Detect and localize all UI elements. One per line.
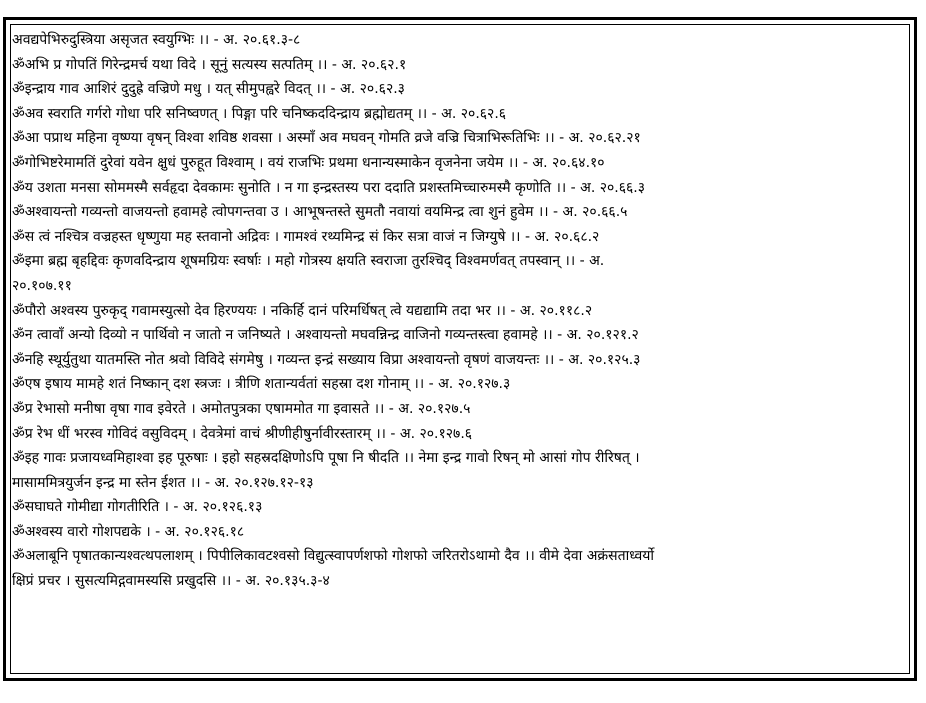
verse-line: ॐस त्वं नश्चित्र वज्रहस्त धृष्णुया मह स्तवानो अद्रिवः । गामश्वं रथ्यमिन्द्र सं किर सत्रा वाजं न जिग्युषे ।। - अ. २०.६८.२ [12,228,600,245]
verse-line: ॐइमा ब्रह्म बृहद्दिवः कृणवदिन्द्राय शूषमग्रियः स्वर्षाः । महो गोत्रस्य क्षयति स्वराजा तुरश्चिद् विश्वमर्णवत् तपस्वान् ।। - अ. [12,253,605,270]
verse-line: ॐइह गावः प्रजायध्वमिहाश्वा इह पूरुषाः । इहो सहस्रदक्षिणोऽपि पूषा नि षीदति ।। नेमा इन्द्र गावो रिषन् मो आसां गोप रीरिषत् । [12,450,640,467]
verse-line: ॐन त्वावाँ अन्यो दिव्यो न पार्थिवो न जातो न जनिष्यते । अश्वायन्तो मघवन्निन्द्र वाजिनो गव्यन्तस्त्वा हवामहे ।। - अ. २०.१२१.२ [12,327,639,344]
verse-line: ॐप्र रेभासो मनीषा वृषा गाव इवेरते । अमोतपुत्रका एषाममोत गा इवासते ।। - अ. २०.१२७.५ [12,400,471,417]
verse-line: ॐगोभिष्टरेमामतिं दुरेवां यवेन क्षुधं पुरुहूत विश्वाम् । वयं राजभिः प्रथमा धनान्यस्माकेन वृजनेना जयेम ।। - अ. २०.६४.१० [12,154,605,171]
verse-line: ॐनहि स्थूर्युतुथा यातमस्ति नोत श्रवो विविदे संगमेषु । गव्यन्त इन्द्रं सख्याय विप्रा अश्वायन्तो वृषणं वाजयन्तः ।। - अ. २०.१२५.३ [12,351,641,368]
verse-line: ॐआ पप्राथ महिना वृष्ण्या वृषन् विश्वा शविष्ठ शवसा । अस्माँ अव मघवन् गोमति व्रजे वज्रि चित्राभिरूतिभिः ।। - अ. २०.६२.२१ [12,130,641,147]
verse-line: मासाममित्रयुर्जन इन्द्र मा स्तेन ईशत ।। - अ. २०.१२७.१२-१३ [12,474,314,491]
verse-line: ॐसघाघते गोमीद्या गोगतीरिति । - अ. २०.१२६.१३ [12,499,263,516]
verse-line: ॐअश्वायन्तो गव्यन्तो वाजयन्तो हवामहे त्वोपगन्तवा उ । आभूषन्तस्ते सुमतौ नवायां वयमिन्द्र त्वा शुनं हुवेम ।। - अ. २०.६६.५ [12,204,628,221]
verse-list [12,28,908,594]
verse-line: ॐअभि प्र गोपतिं गिरेन्द्रमर्च यथा विदे । सूनुं सत्यस्य सत्पतिम् ।। - अ. २०.६२.१ [12,56,407,73]
verse-line: क्षिप्रं प्रचर । सुसत्यमिद्गवामस्यसि प्रखुदसि ।। - अ. २०.१३५.३-४ [12,573,330,590]
verse-line: ॐइन्द्राय गाव आशिरं दुदुह्रे वज्रिणे मधु । यत् सीमुपह्वरे विदत् ।। - अ. २०.६२.३ [12,81,405,98]
verse-line: अवद्यपेभिरुदुस्त्रिया असृजत स्वयुग्भिः ।। - अ. २०.६१.३-८ [12,32,301,48]
verse-line: ॐअश्वस्य वारो गोशपद्यके । - अ. २०.१२६.१८ [12,523,245,540]
verse-line: ॐय उशता मनसा सोममस्मै सर्वहृदा देवकामः सुनोति । न गा इन्द्रस्तस्य परा ददाति प्रशस्तमिच्चारुमस्मै कृणोति ।। - अ. २०.६६.३ [12,179,646,196]
verse-line: ॐएष इषाय मामहे शतं निष्कान् दश स्त्रजः । त्रीणि शतान्यर्वतां सहस्रा दश गोनाम् ।। - अ. २०.१२७.३ [12,376,511,393]
verse-line: ॐअव स्वराति गर्गरो गोधा परि सनिष्वणत् । पिङ्गा परि चनिष्कददिन्द्राय ब्रह्मोद्यतम् ।। - अ. २०.६२.६ [12,105,507,122]
verse-line: २०.१०७.११ [12,277,72,294]
verse-line: ॐपौरो अश्वस्य पुरुकृद् गवामस्युत्सो देव हिरण्ययः । नकिर्हि दानं परिमर्धिषत् त्वे यद्यद्यामि तदा भर ।। - अ. २०.११८.२ [12,302,593,319]
verse-line: ॐअलाबूनि पृषातकान्यश्वत्थपलाशम् । पिपीलिकावटश्वसो विद्युत्स्वापर्णशफो गोशफो जरितरोऽथामो दैव ।। वीमे देवा अक्रंसताध्वर्यो [12,548,655,565]
verse-line: ॐप्र रेभ धीं भरस्व गोविदं वसुविदम् । देवत्रेमां वाचं श्रीणीहीषुर्नावीरस्तारम् ।। - अ. २०.१२७.६ [12,425,473,442]
